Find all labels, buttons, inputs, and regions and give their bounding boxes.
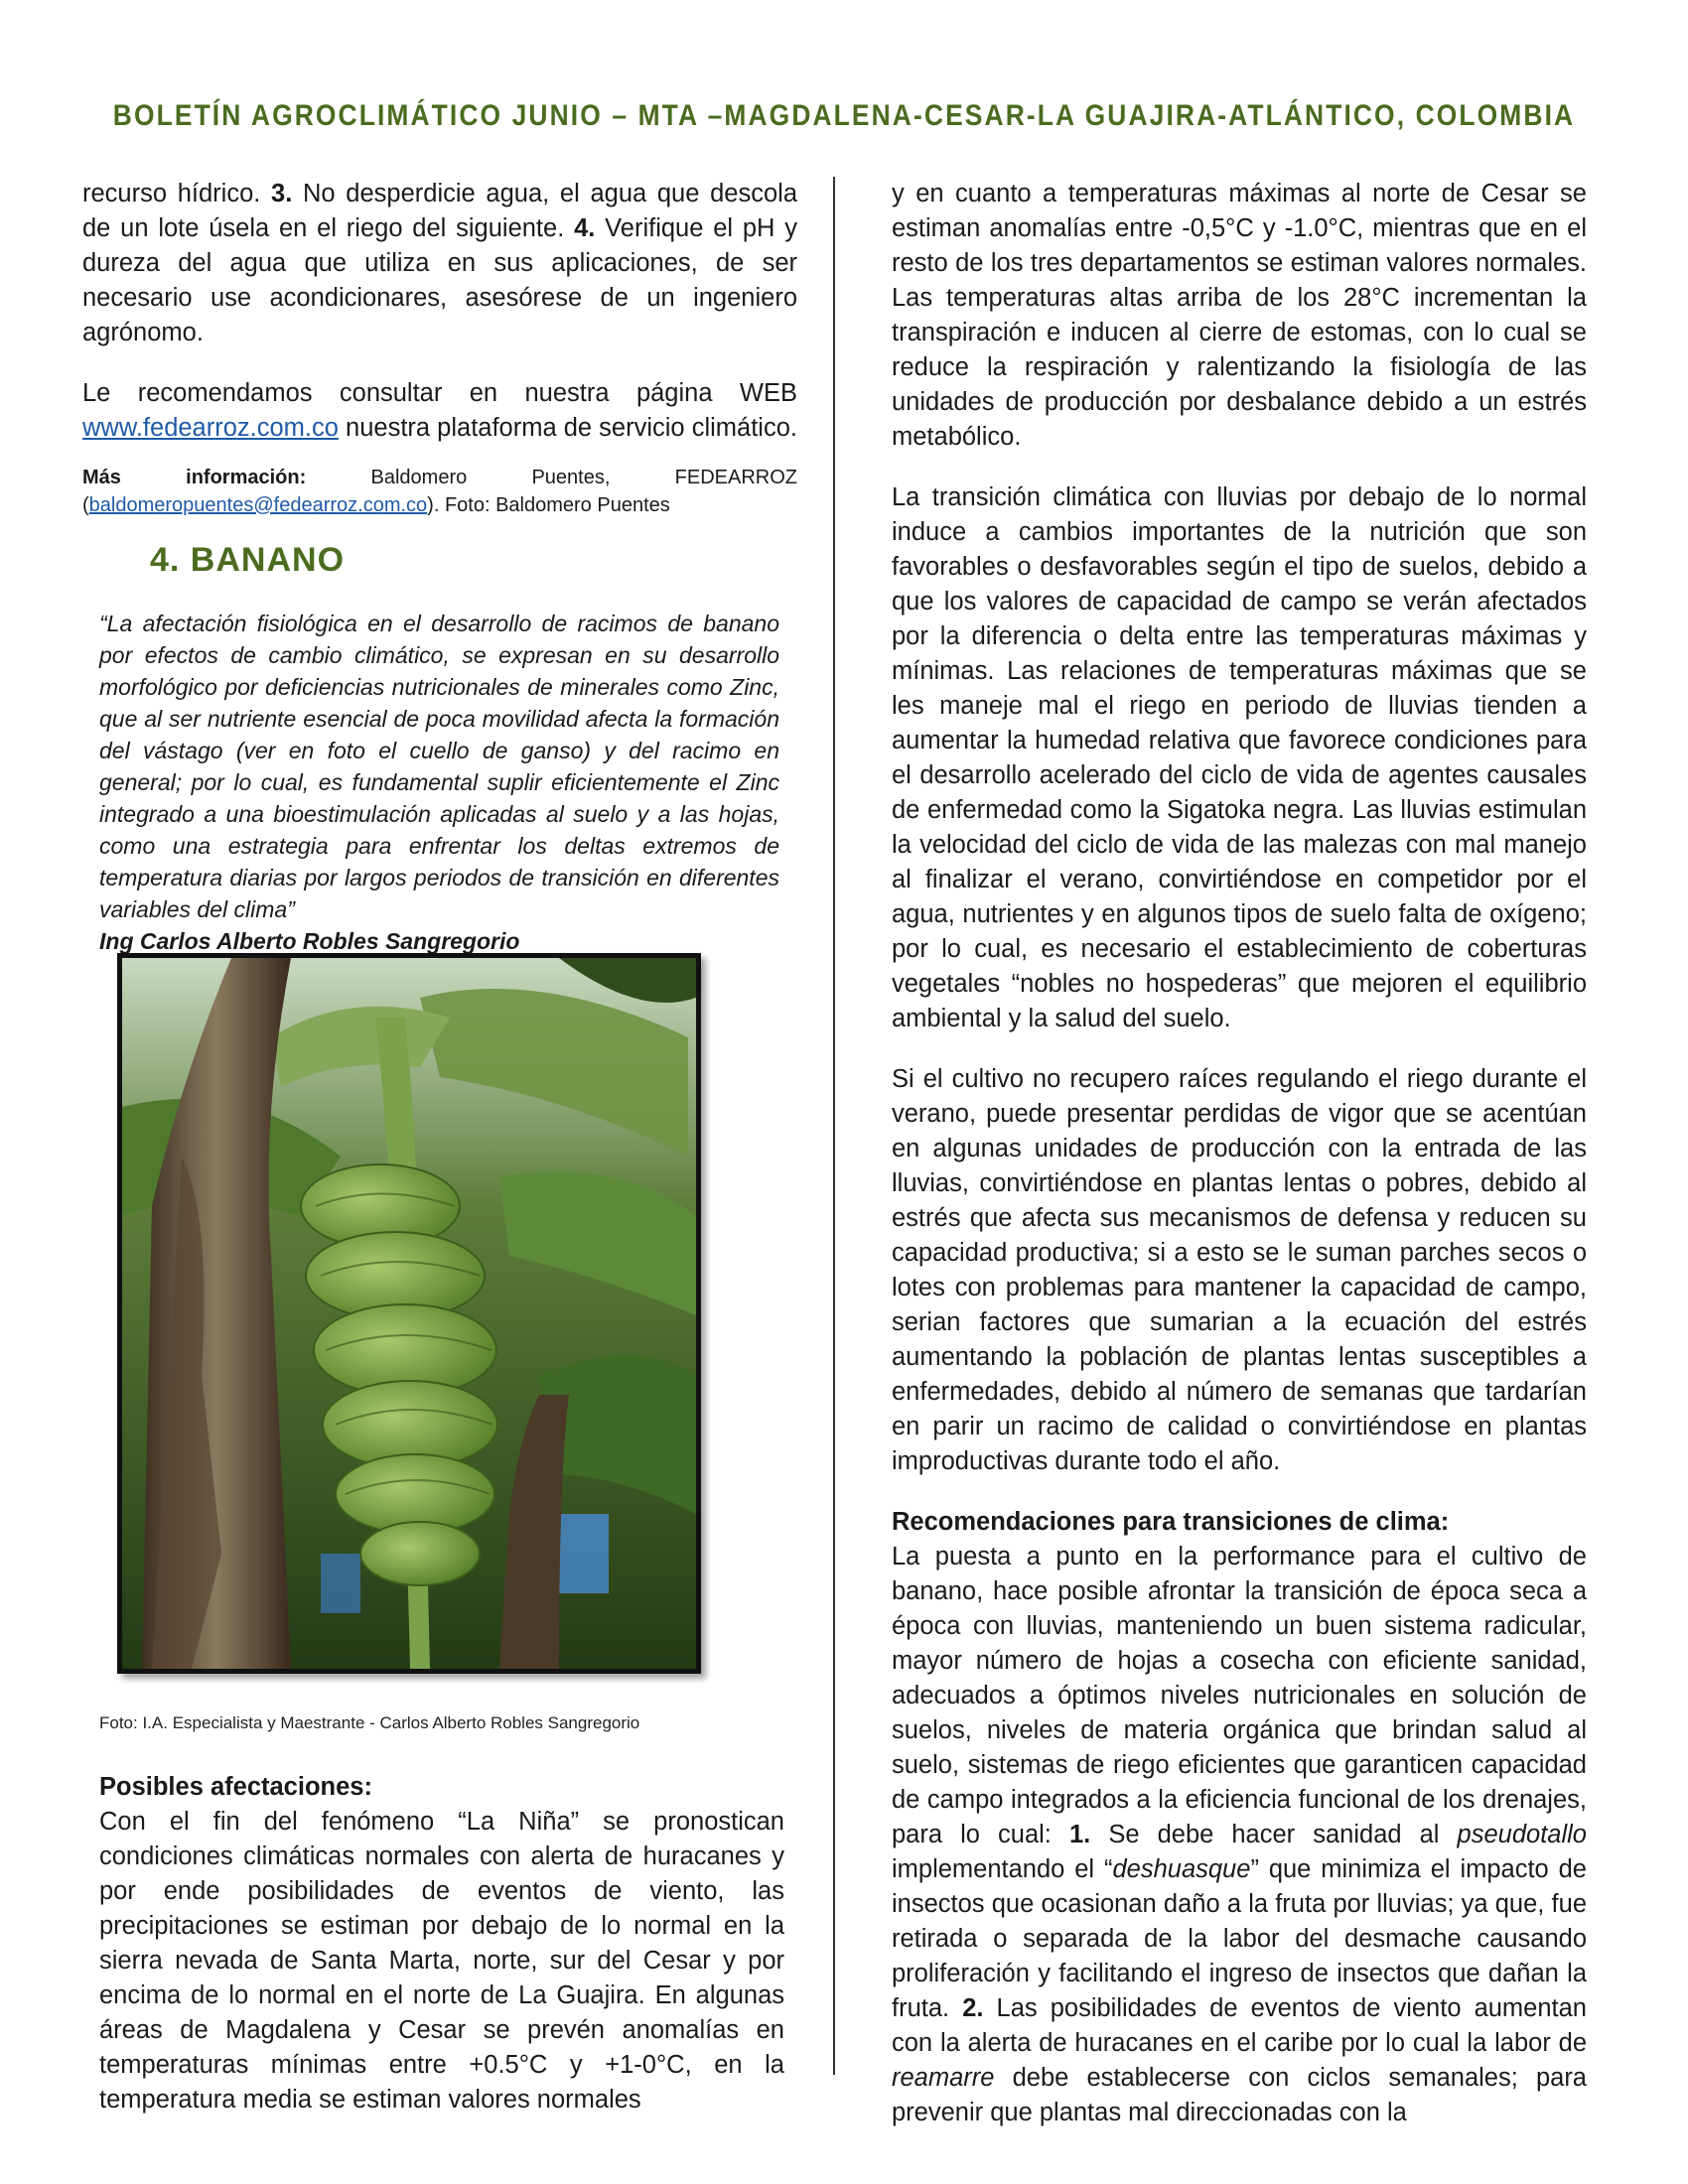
text: Baldomero Puentes, FEDEARROZ (	[82, 467, 797, 516]
number-2: 2.	[962, 1994, 984, 2022]
paragraph-web-recommendation	[82, 376, 797, 446]
text: debe establecerse con ciclos semanales; para prevenir que plantas mal direccionadas con la	[892, 2064, 1587, 2126]
section-title-banano: 4. BANANO	[150, 541, 346, 579]
paragraph-afectaciones: Con el fin del fenómeno “La Niña” se pronostican condiciones climáticas normales con alerta de huracanes y por ende posibilidades de eventos de viento, las precipitaciones se estiman por debajo de lo normal en la sierra nevada de Santa Marta, norte, sur del Cesar y por encima de lo normal en el norte de La Guajira. En algunas áreas de Magdalena y Cesar se prevén anomalías en temperaturas mínimas entre +0.5°C y +1-0°C, en la temperatura media se estiman valores normales	[99, 1808, 784, 2114]
document-header: BOLETÍN AGROCLIMÁTICO JUNIO – MTA –MAGDALENA-CESAR-LA GUAJIRA-ATLÁNTICO, COLOMBIA	[112, 99, 1576, 132]
number-1: 1.	[1068, 1821, 1091, 1848]
text: Se debe hacer sanidad al	[1090, 1821, 1458, 1848]
term-deshuasque: deshuasque	[1112, 1855, 1251, 1883]
paragraph-recommendations	[892, 1540, 1587, 2130]
right-column	[892, 177, 1587, 2130]
subheading-posibles-afectaciones: Posibles afectaciones:	[99, 1773, 372, 1801]
more-info	[82, 464, 797, 519]
left-column	[82, 177, 797, 957]
column-divider	[833, 177, 835, 2075]
number-4: 4.	[574, 214, 596, 242]
term-reamarre: reamarre	[892, 2064, 995, 2092]
paragraph-water-tips	[82, 177, 797, 350]
paragraph-crop-recovery: Si el cultivo no recupero raíces regulando el riego durante el verano, puede presentar perdidas de vigor que se acentúan en algunas unidades de producción con la entrada de las lluvias, convirtiéndose en plantas lentas o pobres, debido al estrés que afecta sus mecanismos de defensa y reducen su capacidad productiva; si a esto se le suman parches secos o lotes con problemas para mantener la capacidad de campo, serian factores que sumarian a la ecuación del estrés aumentando la población de plantas lentas susceptibles a enfermedades, debido al número de semanas que tardarían en parir un racimo de calidad o convirtiéndose en plantas improductivas durante todo el año.	[892, 1065, 1587, 1475]
banana-photo-illustration	[122, 958, 696, 1669]
subheading-recomendaciones: Recomendaciones para transiciones de clima:	[892, 1508, 1450, 1536]
text: ). Foto: Baldomero Puentes	[427, 494, 670, 516]
text: recurso hídrico.	[82, 180, 272, 207]
email-link[interactable]: baldomeropuentes@fedearroz.com.co	[88, 494, 428, 516]
banana-bunch-photo	[117, 953, 701, 1674]
term-pseudotallo: pseudotallo	[1457, 1821, 1587, 1848]
text: No desperdicie agua, el agua que descola de un lote úsela en el riego del siguiente.	[82, 180, 797, 242]
spacer	[892, 455, 1587, 480]
quote-author: Ing Carlos Alberto Robles Sangregorio	[99, 928, 520, 954]
paragraph-climate-transition: La transición climática con lluvias por debajo de lo normal induce a cambios importantes de la nutrición que son favorables o desfavorables según el tipo de suelos, debido a que los valores de capacidad de campo se verán afectados por la diferencia o delta entre las temperaturas máximas y mínimas. Las relaciones de temperaturas máximas que se les maneje mal el riego en periodo de lluvias tienden a aumentar la humedad relativa que favorece condiciones para el desarrollo acelerado del ciclo de vida de agentes causales de enfermedad como la Sigatoka negra. Las lluvias estimulan la velocidad del ciclo de vida de las malezas con mal manejo al finalizar el verano, convirtiéndose en competidor por el agua, nutrientes y en algunos tipos de suelo falta de oxígeno; por lo cual, es necesario el establecimiento de coberturas vegetales “nobles no hospederas” que mejoren el equilibrio ambiental y la salud del suelo.	[892, 483, 1587, 1032]
website-link[interactable]: www.fedearroz.com.co	[82, 414, 339, 442]
photo-caption: Foto: I.A. Especialista y Maestrante - Carlos Alberto Robles Sangregorio	[99, 1713, 640, 1732]
text: implementando el “	[892, 1855, 1113, 1883]
paragraph-temperatures: y en cuanto a temperaturas máximas al norte de Cesar se estiman anomalías entre -0,5°C y -1.0°C, mientras que en el resto de los tres departamentos se estiman valores normales. Las temperaturas altas arriba de los 28°C incrementan la transpiración e inducen al cierre de estomas, con lo cual se reduce la respiración y ralentizando la fisiología de las unidades de producción por desbalance debido a un estrés metabólico.	[892, 180, 1587, 451]
number-3: 3.	[271, 180, 293, 207]
text: nuestra plataforma de servicio climático.	[338, 414, 797, 442]
text: Las posibilidades de eventos de viento aumentan con la alerta de huracanes en el caribe por lo cual la labor de	[892, 1994, 1587, 2057]
expert-quote: “La afectación fisiológica en el desarrollo de racimos de banano por efectos de cambio climático, se expresan en su desarrollo morfológico por deficiencias nutricionales de minerales como Zinc, que al ser nutriente esencial de poca movilidad afecta la formación del vástago (ver en foto el cuello de ganso) y del racimo en general; por lo cual, es fundamental suplir eficientemente el Zinc integrado a una bioestimulación aplicadas al suelo y a las hojas, como una estrategia para enfrentar los deltas extremos de temperatura diarias por largos periodos de transición en diferentes variables del clima”	[99, 611, 779, 922]
left-lower-section	[99, 1770, 784, 2117]
text: Verifique el pH y dureza del agua que utiliza en sus aplicaciones, de ser necesario use acondicionares, asesórese de un ingeniero agrónomo.	[82, 214, 797, 346]
text: La puesta a punto en la performance para el cultivo de banano, hace posible afrontar la transición de época seca a época con lluvias, manteniendo un buen sistema radicular, mayor número de hojas a cosecha con eficiente sanidad, adecuados a óptimos niveles nutricionales en solución de suelos, niveles de materia orgánica que brindan salud al suelo, sistemas de riego eficientes que garanticen capacidad de campo integrados a la eficiencia funcional de los drenajes, para lo cual:	[892, 1543, 1587, 1848]
spacer	[892, 1479, 1587, 1505]
text: ” que minimiza el impacto de insectos que ocasionan daño a la fruta por lluvias; ya que, fue retirada o separada de la labor del desmache causando proliferación y facilitando el ingreso de insectos que dañan la fruta.	[892, 1855, 1587, 2022]
spacer	[82, 350, 797, 376]
more-info-label: Más información:	[82, 467, 307, 488]
text: Le recomendamos consultar en nuestra página WEB	[82, 379, 797, 407]
spacer	[892, 1036, 1587, 1062]
